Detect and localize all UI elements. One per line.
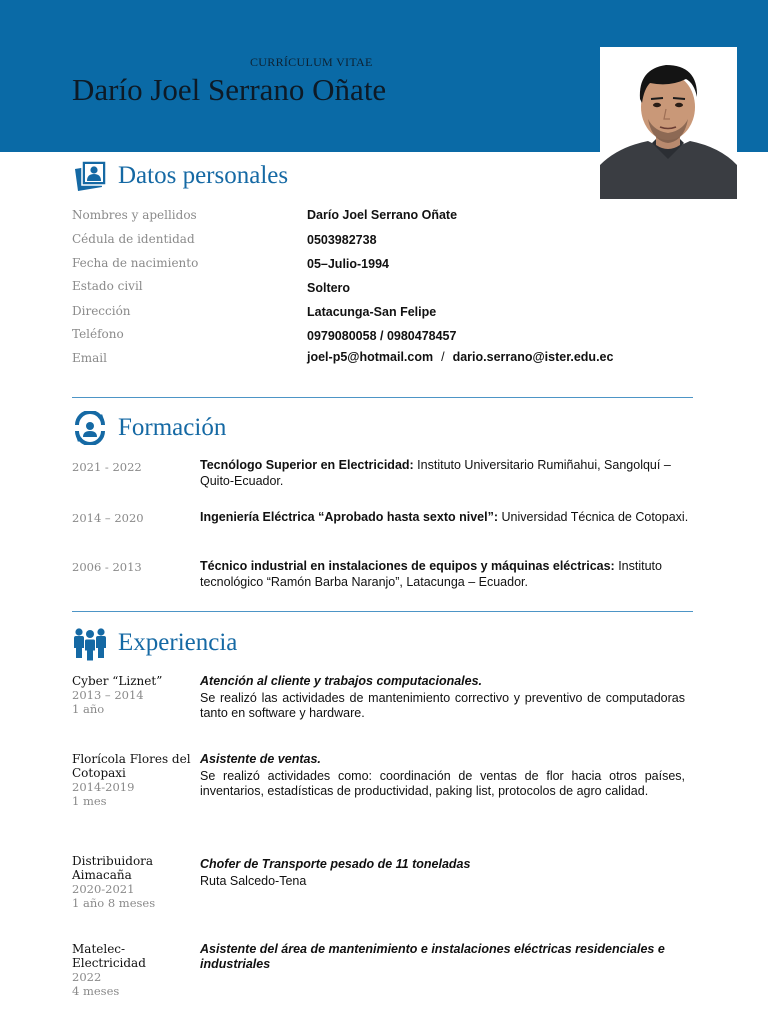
exp-description: Se realizó las actividades de mantenimiento correctivo y preventivo de computadoras tanto en software y hardware. [200,691,685,720]
label-marital-status: Estado civil [72,279,143,293]
exp-duration: 1 mes [72,794,107,808]
edu-entry [200,559,695,590]
value-id-number: 0503982738 [307,233,377,247]
edu-degree: Técnico industrial en instalaciones de equipos y máquinas eléctricas: [200,559,615,573]
divider-education [72,611,693,612]
experience-body [200,857,685,889]
team-icon [72,625,108,661]
section-personal-header [72,158,288,194]
exp-duration: 1 año [72,702,105,716]
experience-body [200,674,685,721]
value-address: Latacunga-San Felipe [307,305,437,319]
exp-duration: 1 año 8 meses [72,896,156,910]
exp-company: Florícola Flores del Cotopaxi [72,752,191,780]
edu-period: 2006 - 2013 [72,560,142,574]
edu-institution: Instituto Universitario Rumiñahui, Sangolquí – Quito-Ecuador. [200,458,671,488]
exp-role: Asistente de ventas. [200,752,321,766]
edu-entry [200,510,695,526]
experience-body [200,942,685,974]
label-full-name: Nombres y apellidos [72,208,197,222]
candidate-name: Darío Joel Serrano Oñate [72,72,387,107]
graduation-people-icon [72,410,108,446]
id-card-icon [72,158,108,194]
section-personal-title: Datos personales [118,162,289,189]
experience-meta [72,854,192,910]
exp-period: 2020-2021 [72,882,135,896]
edu-institution: Instituto tecnológico “Ramón Barba Naranjo”, Latacunga – Ecuador. [200,559,662,589]
section-experience-header [72,625,237,661]
value-full-name: Darío Joel Serrano Oñate [307,208,458,222]
label-email: Email [72,351,107,365]
value-marital-status: Soltero [307,281,351,295]
exp-period: 2014-2019 [72,780,135,794]
exp-description: Ruta Salcedo-Tena [200,874,307,888]
edu-entry [200,458,695,489]
email-primary[interactable]: joel-p5@hotmail.com [307,350,434,364]
experience-meta [72,752,192,808]
exp-period: 2013 – 2014 [72,688,144,702]
exp-company: Distribuidora Aimacaña [72,854,154,882]
edu-period: 2014 – 2020 [72,511,144,525]
label-address: Dirección [72,304,131,318]
profile-photo [600,47,737,199]
edu-period: 2021 - 2022 [72,460,142,474]
experience-meta [72,942,192,998]
experience-body [200,752,685,799]
edu-degree: Tecnólogo Superior en Electricidad: [200,458,414,472]
exp-company: Cyber “Liznet” [72,674,163,688]
value-email [307,350,613,364]
label-birth-date: Fecha de nacimiento [72,256,199,270]
section-education-title: Formación [118,414,227,441]
exp-description: Se realizó actividades como: coordinación de ventas de flor hacia otros países, inventarios, estadísticas de productividad, paking list, protocolos de agro calidad. [200,769,685,798]
exp-role: Asistente del área de mantenimiento e instalaciones eléctricas residenciales e industriales [200,942,665,971]
email-separator: / [441,350,445,364]
exp-role: Chofer de Transporte pesado de 11 toneladas [200,857,471,871]
label-phone: Teléfono [72,327,124,341]
label-id-number: Cédula de identidad [72,232,195,246]
experience-meta [72,674,192,716]
cv-label: CURRÍCULUM VITAE [250,55,373,69]
exp-duration: 4 meses [72,984,120,998]
exp-period: 2022 [72,970,102,984]
email-secondary[interactable]: dario.serrano@ister.edu.ec [452,350,614,364]
divider-personal [72,397,693,398]
portrait-photo [600,47,737,199]
exp-role: Atención al cliente y trabajos computacionales. [200,674,483,688]
value-birth-date: 05–Julio-1994 [307,257,389,271]
value-phone: 0979080058 / 0980478457 [307,329,457,343]
edu-institution: Universidad Técnica de Cotopaxi. [498,510,689,524]
exp-company: Matelec-Electricidad [72,942,146,970]
section-education-header [72,410,226,446]
section-experience-title: Experiencia [118,629,238,656]
edu-degree: Ingeniería Eléctrica “Aprobado hasta sexto nivel”: [200,510,499,524]
